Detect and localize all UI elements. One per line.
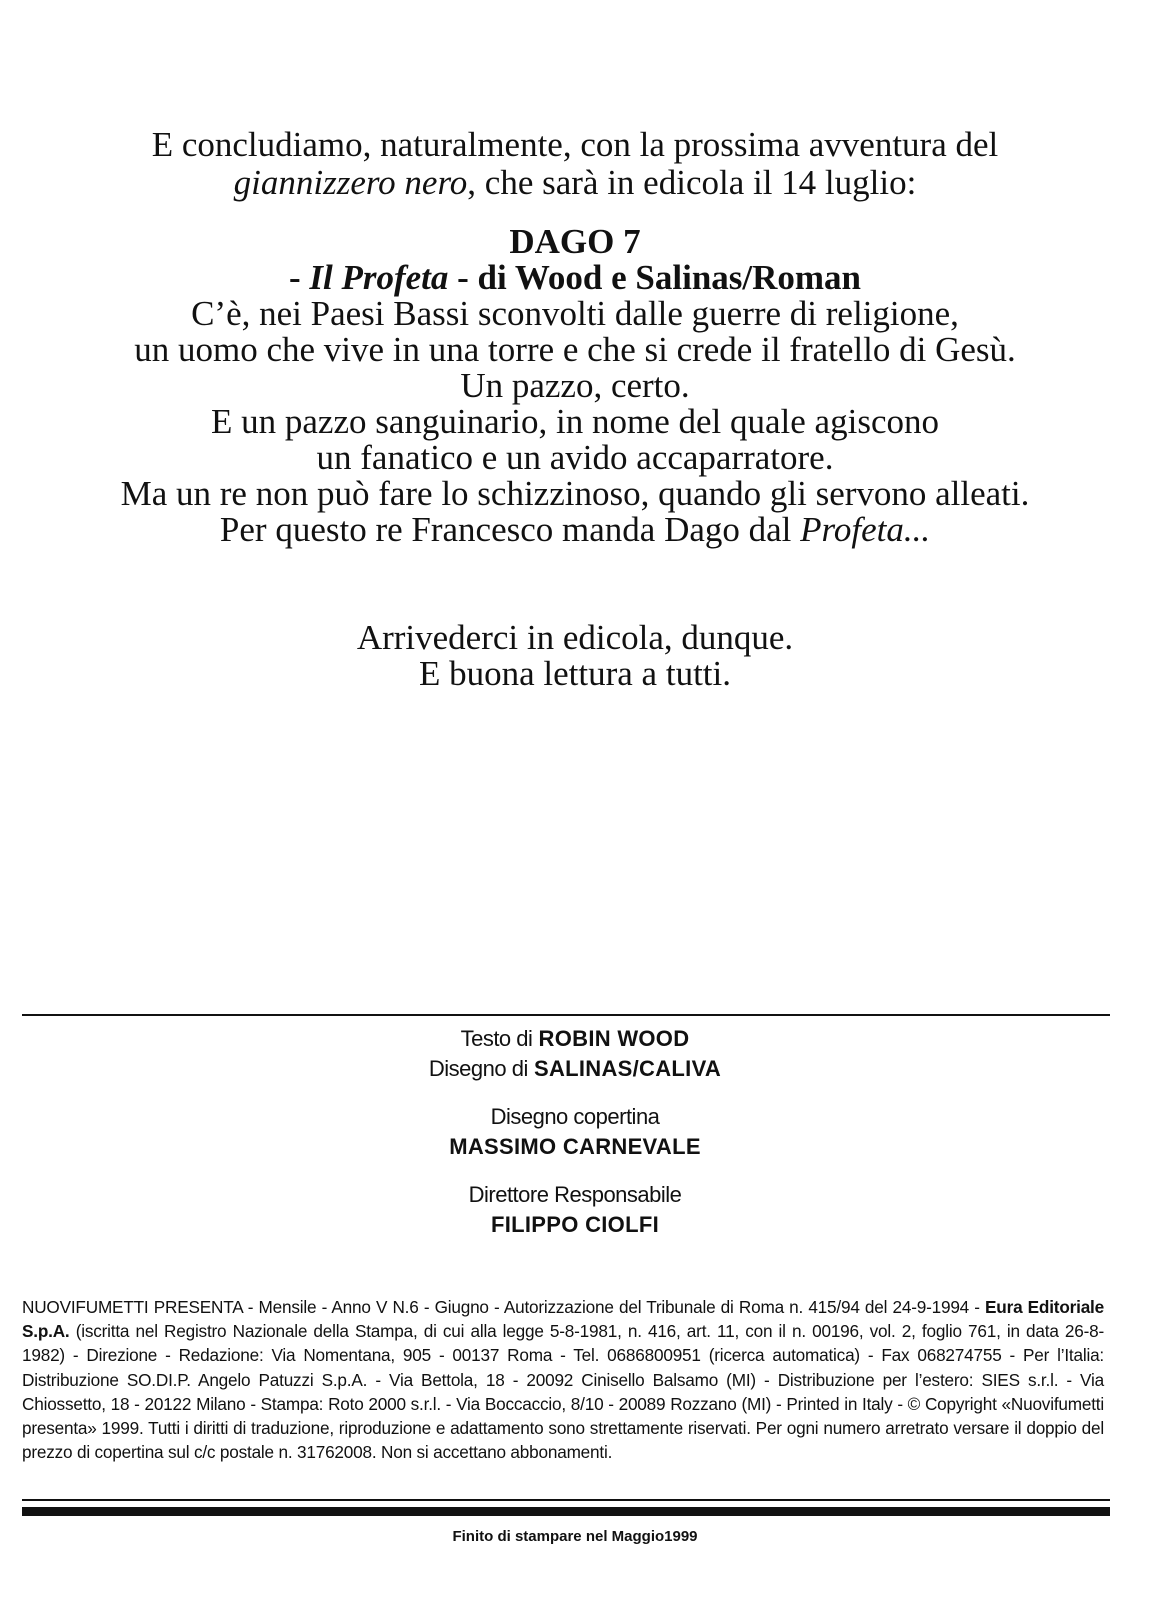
intro-paragraph	[40, 126, 1110, 202]
credit-drawing	[0, 1054, 1150, 1084]
credit-cover-label: Disegno copertina	[490, 1104, 660, 1129]
credit-text	[0, 1024, 1150, 1054]
synopsis-line: Un pazzo, certo.	[460, 366, 690, 405]
colophon: Finito di stampare nel Maggio1999	[452, 1528, 698, 1545]
legal-part-1: NUOVIFUMETTI PRESENTA - Mensile - Anno V N.6 - Giugno - Autorizzazione del Tribunale di Roma n. 415/94 del 24-9-1994 -	[22, 1297, 986, 1317]
subtitle-prefix: -	[288, 258, 310, 297]
intro-line-1: E concludiamo, naturalmente, con la prossima avventura del	[151, 125, 999, 164]
farewell-line-2: E buona lettura a tutti.	[419, 654, 731, 693]
synopsis-line: C’è, nei Paesi Bassi sconvolti dalle guerre di religione,	[191, 294, 959, 333]
synopsis-last-italic: Profeta...	[800, 510, 931, 549]
next-issue-subtitle	[0, 260, 1150, 296]
synopsis-last-line	[0, 512, 1150, 548]
synopsis-line: un uomo che vive in una torre e che si crede il fratello di Gesù.	[134, 330, 1016, 369]
credit-cover-name: MASSIMO CARNEVALE	[449, 1134, 701, 1159]
legal-part-2: (iscritta nel Registro Nazionale della Stampa, di cui alla legge 5-8-1981, n. 416, art. 11, con il n. 00196, vol. 2, foglio 761, in data 26-8-1982) - Direzione - Redazione: Via Nomentana, 905 - 00137 Roma - Tel. 0686800951 (ricerca automatica) - Fax 068274755 - Per l’Italia: Distribuzione SO.DI.P. Angelo Patuzzi S.p.A. - Via Bettola, 18 - 20092 Cinisello Balsamo (MI) - Distribuzione per l’estero: SIES s.r.l. - Via Chiossetto, 18 - 20122 Milano - Stampa: Roto 2000 s.r.l. - Via Boccaccio, 8/10 - 20089 Rozzano (MI) - Printed in Italy - © Copyright «Nuovifumetti presenta» 1999. Tutti i diritti di traduzione, riproduzione e adattamento sono strettamente riservati. Per ogni numero arretrato versare il doppio del prezzo di copertina sul c/c postale n. 31762008. Non si accettano abbonamenti.	[22, 1321, 1104, 1463]
credit-drawing-label: Disegno di	[428, 1056, 528, 1081]
credits-block	[0, 1024, 1150, 1240]
synopsis-line: un fanatico e un avido accaparratore.	[316, 438, 834, 477]
farewell-block	[0, 620, 1150, 692]
synopsis-last-prefix: Per questo re Francesco manda Dago dal	[219, 510, 801, 549]
next-issue-title: DAGO 7	[509, 222, 641, 261]
intro-italic-phrase: giannizzero nero	[233, 163, 468, 202]
legal-notice	[22, 1295, 1104, 1464]
intro-line-2-rest: , che sarà in edicola il 14 luglio:	[467, 163, 917, 202]
subtitle-rest: - di Wood e Salinas/Roman	[448, 258, 862, 297]
intro-line-2	[40, 164, 1110, 202]
legal-publisher: Eura Editoriale S.p.A.	[22, 1297, 1104, 1342]
next-issue-announcement	[0, 224, 1150, 548]
synopsis-line: Ma un re non può fare lo schizzinoso, quando gli servono alleati.	[120, 474, 1030, 513]
credit-drawing-name: SALINAS/CALIVA	[533, 1056, 722, 1081]
divider-bottom-thick	[22, 1507, 1110, 1516]
farewell-line-1: Arrivederci in edicola, dunque.	[356, 618, 794, 657]
divider-top	[22, 1014, 1110, 1016]
credit-text-label: Testo di	[460, 1026, 533, 1051]
divider-bottom-thin	[22, 1499, 1110, 1501]
subtitle-italic: Il Profeta	[309, 258, 449, 297]
credit-director-name: FILIPPO CIOLFI	[491, 1212, 659, 1237]
credit-text-name: ROBIN WOOD	[538, 1026, 690, 1051]
credit-director-label: Direttore Responsabile	[468, 1182, 682, 1207]
synopsis-line: E un pazzo sanguinario, in nome del quale agiscono	[211, 402, 939, 441]
